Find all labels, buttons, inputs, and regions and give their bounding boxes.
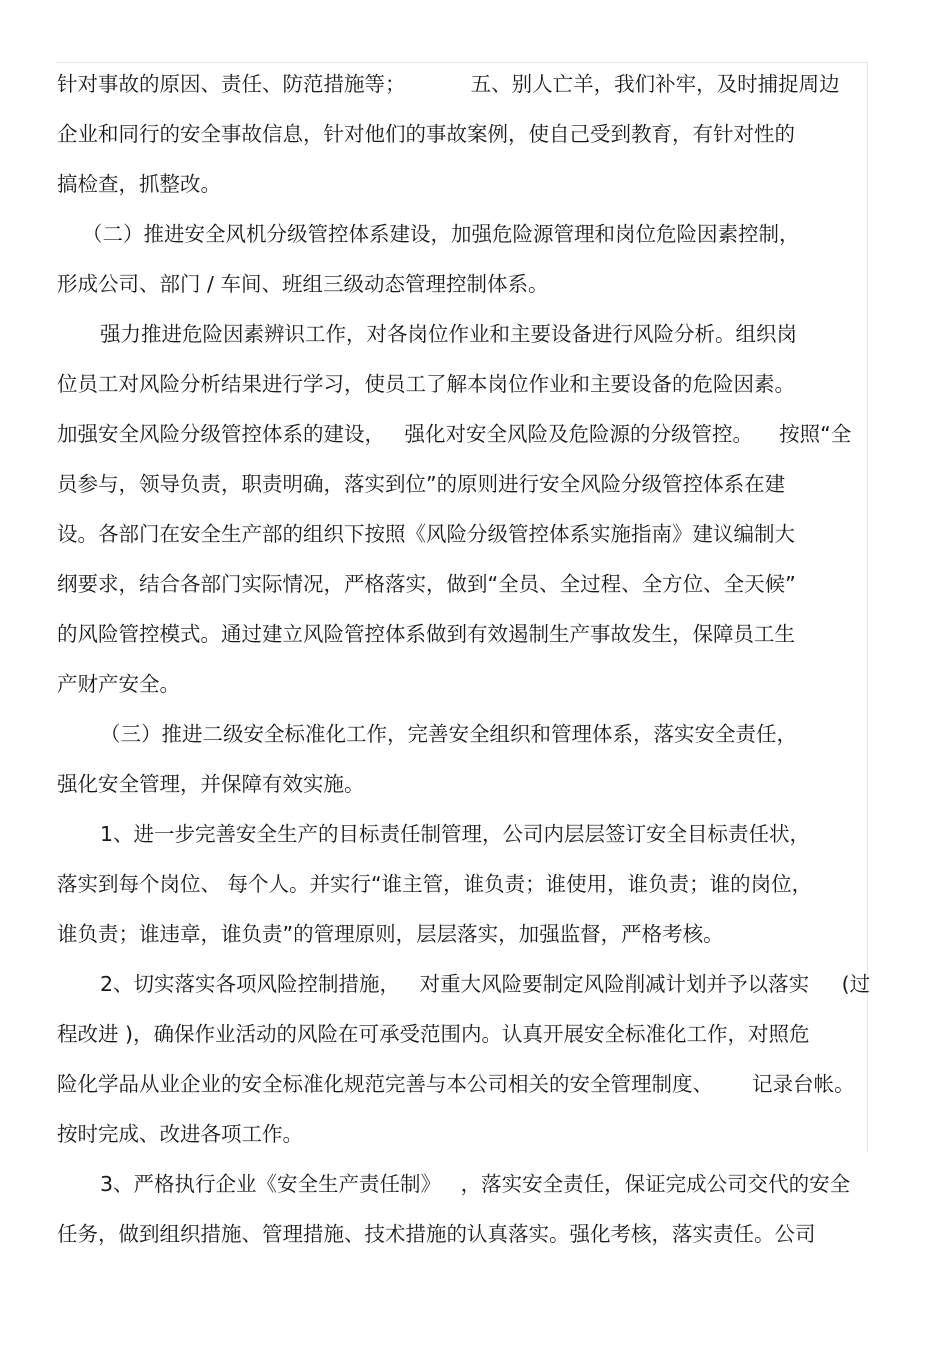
- text-line: 纲要求，结合各部门实际情况，严格落实，做到“全员、全过程、全方位、全天候”: [57, 572, 796, 596]
- text-line: 落实到每个岗位、 每个人。并实行“谁主管，谁负责；谁使用，谁负责；谁的岗位，: [57, 872, 813, 896]
- text-line: 位员工对风险分析结果进行学习，使员工了解本岗位作业和主要设备的危险因素。: [57, 372, 795, 396]
- text-line: 按时完成、改进各项工作。: [57, 1122, 303, 1146]
- section-heading: （二）推进安全风机分级管控体系建设，加强危险源管理和岗位危险因素控制，: [82, 222, 800, 246]
- numbered-item-start: 2、切实落实各项风险控制措施， 对重大风险要制定风险削减计划并予以落实 (过: [100, 972, 871, 996]
- text-line: 加强安全风险分级管控体系的建设， 强化对安全风险及危险源的分级管控。 按照“全: [57, 422, 852, 446]
- text-line: 程改进 )，确保作业活动的风险在可承受范围内。认真开展安全标准化工作，对照危: [57, 1022, 810, 1046]
- text-line: 形成公司、部门 / 车间、班组三级动态管理控制体系。: [57, 272, 549, 296]
- section-heading: （三）推进二级安全标准化工作，完善安全组织和管理体系，落实安全责任，: [100, 722, 797, 746]
- text-line: 员参与，领导负责，职责明确，落实到位”的原则进行安全风险分级管控体系在建: [57, 472, 786, 496]
- text-line: 产财产安全。: [57, 672, 180, 696]
- text-line: 搞检查，抓整改。: [57, 172, 221, 196]
- text-line: 谁负责；谁违章，谁负责”的管理原则，层层落实，加强监督，严格考核。: [57, 922, 724, 946]
- text-line: 的风险管控模式。通过建立风险管控体系做到有效遏制生产事故发生，保障员工生: [57, 622, 795, 646]
- numbered-item-start: 3、严格执行企业《安全生产责任制》 ，落实安全责任，保证完成公司交代的安全: [100, 1172, 851, 1196]
- text-line: 任务，做到组织措施、管理措施、技术措施的认真落实。强化考核，落实责任。公司: [57, 1222, 816, 1246]
- text-line: 设。各部门在安全生产部的组织下按照《风险分级管控体系实施指南》建议编制大: [57, 522, 795, 546]
- paragraph-start: 强力推进危险因素辨识工作，对各岗位作业和主要设备进行风险分析。组织岗: [100, 322, 797, 346]
- text-line: 险化学品从业企业的安全标准化规范完善与本公司相关的安全管理制度、 记录台帐。: [57, 1072, 855, 1096]
- text-line: 强化安全管理，并保障有效实施。: [57, 772, 365, 796]
- text-line: 企业和同行的安全事故信息，针对他们的事故案例，使自己受到教育，有针对性的: [57, 122, 795, 146]
- text-line: 针对事故的原因、责任、防范措施等； 五、别人亡羊，我们补牢，及时捕捉周边: [57, 72, 840, 96]
- numbered-item-start: 1、进一步完善安全生产的目标责任制管理，公司内层层签订安全目标责任状，: [100, 822, 811, 846]
